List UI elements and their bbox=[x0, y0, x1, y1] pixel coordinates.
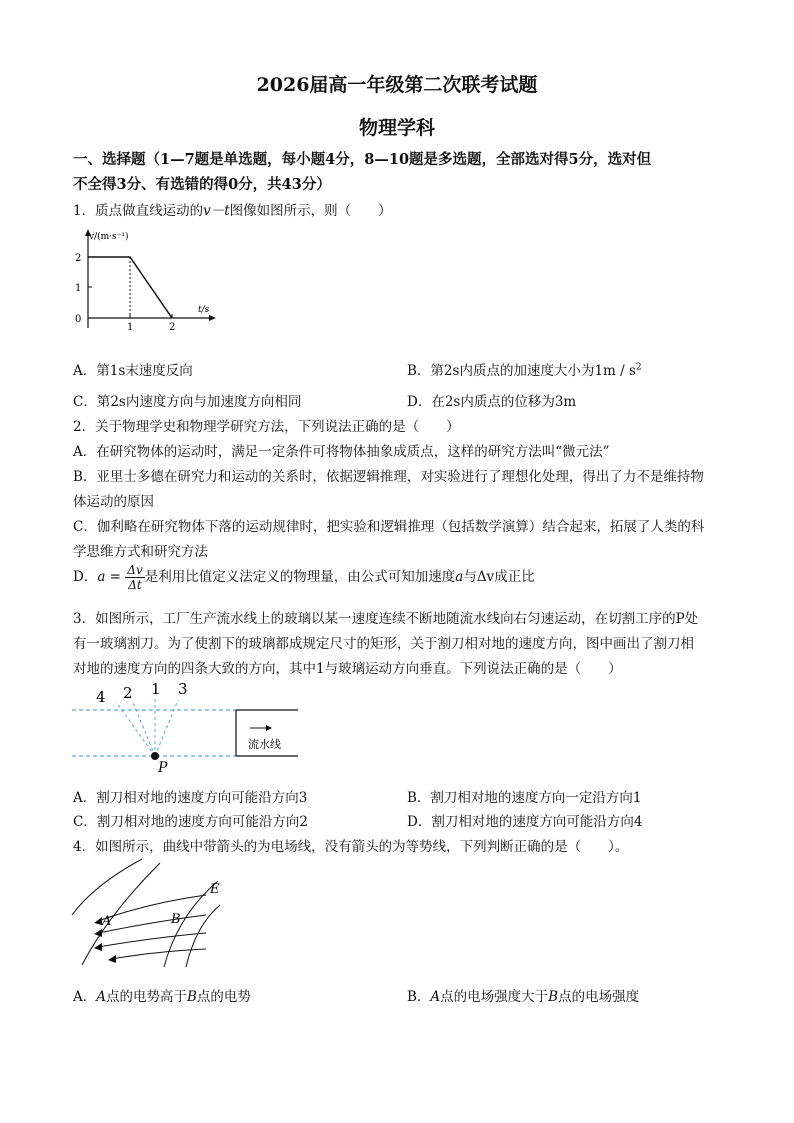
q3-option-d: D．割刀相对地的速度方向可能沿方向4 bbox=[407, 814, 643, 830]
section-heading-line1: 一、选择题（1—7题是单选题，每小题4分，8—10题是多选题，全部选对得5分，选对但 bbox=[73, 151, 652, 168]
q2-d-var-a2: a bbox=[455, 569, 464, 585]
q4-stem: 4．如图所示，曲线中带箭头的为电场线，没有箭头的为等势线，下列判断正确的是（ ）。 bbox=[73, 839, 629, 855]
q4-b-pre: B． bbox=[407, 989, 431, 1005]
q1-option-d: D．在2s内质点的位移为3m bbox=[407, 394, 577, 410]
q3-label-4: 4 bbox=[96, 688, 106, 706]
q4-option-b bbox=[407, 985, 639, 1005]
q1-stem-suffix: 图像如图所示，则（ ） bbox=[229, 203, 392, 219]
q4-field-line-4 bbox=[112, 949, 206, 959]
q2-d-var-a: a bbox=[97, 569, 106, 585]
q4-label-e: E bbox=[210, 882, 220, 897]
q4-field-arrow-2 bbox=[94, 929, 102, 937]
q4-field-figure bbox=[68, 855, 228, 975]
q1-option-b-unit: 1m / s bbox=[594, 363, 636, 379]
q2-d-text1: 是利用比值定义法定义的物理量，由公式可知加速度 bbox=[144, 569, 456, 585]
q2-d-dv: Δv bbox=[476, 569, 495, 585]
q1-y-label: v/(m·s⁻¹) bbox=[89, 232, 129, 242]
q3-stem-line1: 3．如图所示，工厂生产流水线上的玻璃以某一速度连续不断地随流水线向右匀速运动，在切割工序的P处 bbox=[73, 611, 699, 627]
q4-a-pre: A． bbox=[73, 989, 97, 1005]
q2-d-numerator: Δv bbox=[127, 563, 143, 577]
exam-title: 2026届高一年级第二次联考试题 bbox=[256, 74, 538, 96]
section-heading-line2: 不全得3分、有选错的得0分，共43分） bbox=[73, 176, 331, 193]
q1-xtick-label-2: 2 bbox=[169, 322, 176, 333]
q2-d-fraction bbox=[125, 563, 144, 592]
q4-b-mid: 点的电场强度大于 bbox=[440, 989, 549, 1005]
q4-label-a: A bbox=[102, 914, 112, 929]
q2-option-b-line1: B．亚里士多德在研究力和运动的关系时，依据逻辑推理，对实验进行了理想化处理，得出了力不是维持物 bbox=[73, 469, 704, 485]
q2-d-prefix: D． bbox=[73, 569, 98, 585]
q4-b-var2: B bbox=[548, 989, 559, 1005]
q1-stem bbox=[73, 199, 392, 219]
q1-option-b-sup: 2 bbox=[635, 362, 642, 373]
q3-belt-label: 流水线 bbox=[248, 738, 281, 751]
subject-title: 物理学科 bbox=[358, 117, 435, 139]
q2-option-c-line1: C．伽利略在研究物体下落的运动规律时，把实验和逻辑推理（包括数学演算）结合起来，拓展了人类的科 bbox=[73, 519, 705, 535]
q2-option-b-line2: 体运动的原因 bbox=[73, 494, 154, 510]
q4-field-line-3 bbox=[98, 933, 206, 947]
q4-label-b: B bbox=[171, 912, 181, 927]
q3-stem-line3: 对地的速度方向的四条大致的方向，其中1与玻璃运动方向垂直。下列说法正确的是（ ） bbox=[73, 661, 622, 677]
q3-stem-line2: 有一玻璃割刀。为了使割下的玻璃都成规定尺寸的矩形，关于割刀相对地的速度方向，图中画出了割刀相 bbox=[73, 636, 694, 652]
q2-stem: 2．关于物理学史和物理学研究方法，下列说法正确的是（ ） bbox=[73, 419, 460, 435]
q4-equipotential-1 bbox=[72, 859, 142, 915]
q3-option-c: C．割刀相对地的速度方向可能沿方向2 bbox=[73, 814, 308, 830]
q1-ytick-label-2: 2 bbox=[75, 253, 82, 264]
q1-ytick-label-0: 0 bbox=[75, 314, 82, 325]
q3-label-1: 1 bbox=[151, 680, 161, 698]
q1-x-label: t/s bbox=[198, 305, 210, 315]
q3-direction-3 bbox=[155, 700, 178, 756]
q1-option-b bbox=[407, 359, 642, 379]
q2-option-c-line2: 学思维方式和研究方法 bbox=[73, 544, 208, 560]
q1-vt-graph bbox=[72, 228, 222, 338]
q1-x-arrow bbox=[209, 315, 216, 321]
q3-label-p: P bbox=[158, 760, 168, 776]
q3-direction-2 bbox=[132, 700, 155, 756]
q4-b-post: 点的电场强度 bbox=[558, 989, 640, 1005]
q1-xtick-label-1: 1 bbox=[127, 322, 134, 333]
q3-option-b: B．割刀相对地的速度方向一定沿方向1 bbox=[407, 790, 642, 806]
q4-b-var1: A bbox=[430, 989, 441, 1005]
q1-option-b-text: B．第2s内质点的加速度大小为 bbox=[407, 363, 595, 379]
q1-stem-var: v－t bbox=[203, 203, 230, 219]
q4-field-arrow-4 bbox=[108, 955, 116, 963]
q3-belt-arrow-head bbox=[266, 725, 272, 731]
q3-option-a: A．割刀相对地的速度方向可能沿方向3 bbox=[73, 790, 308, 806]
q2-d-text2: 与 bbox=[463, 569, 477, 585]
q3-label-3: 3 bbox=[178, 680, 188, 698]
q4-option-a bbox=[73, 985, 251, 1005]
q1-ytick-label-1: 1 bbox=[75, 283, 82, 294]
q4-equipotential-2 bbox=[82, 863, 160, 965]
q4-a-post: 点的电势 bbox=[196, 989, 251, 1005]
q4-field-arrow-1 bbox=[94, 917, 102, 925]
q4-a-var2: B bbox=[187, 989, 197, 1005]
q3-label-2: 2 bbox=[123, 684, 133, 702]
q1-option-a: A．第1s末速度反向 bbox=[73, 363, 193, 379]
q2-option-d bbox=[73, 563, 535, 592]
q3-conveyor-figure bbox=[68, 680, 308, 776]
q1-option-c: C．第2s内速度方向与加速度方向相同 bbox=[73, 394, 302, 410]
q4-a-var1: A bbox=[96, 989, 106, 1005]
q4-field-arrow-3 bbox=[94, 943, 102, 951]
q2-d-text3: 成正比 bbox=[494, 569, 535, 585]
q4-field-line-2 bbox=[98, 915, 206, 933]
q2-d-eq: = bbox=[105, 569, 126, 585]
q4-equipotential-4 bbox=[186, 905, 220, 967]
q2-d-denominator: Δt bbox=[128, 578, 142, 592]
q4-a-mid: 点的电势高于 bbox=[106, 989, 187, 1005]
q1-stem-prefix: 1．质点做直线运动的 bbox=[73, 203, 204, 219]
q3-point-p bbox=[151, 752, 159, 760]
q2-option-a: A．在研究物体的运动时，满足一定条件可将物体抽象成质点，这样的研究方法叫“微元法” bbox=[73, 444, 610, 460]
